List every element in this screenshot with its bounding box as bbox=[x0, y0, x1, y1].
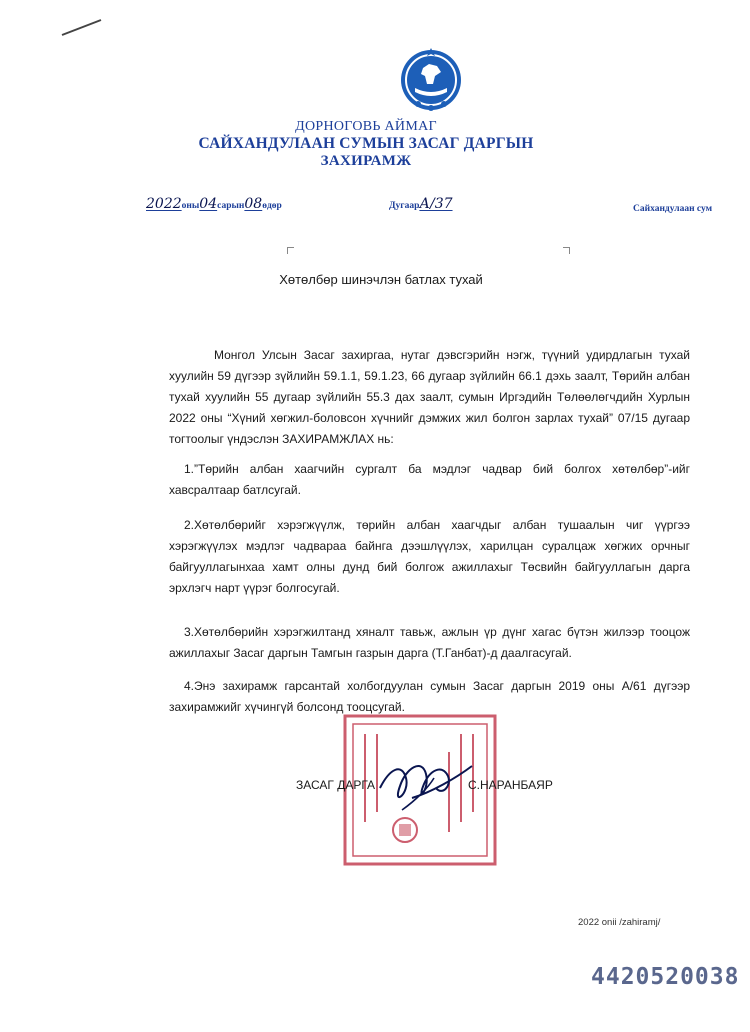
handwritten-signature-icon bbox=[372, 748, 482, 818]
order-item-4: 4.Энэ захирамж гарсантай холбогдуулан сумын Засаг даргын 2019 оны А/61 дүгээр захирамжийг хүчингүй болсонд тооцсугай. bbox=[169, 679, 690, 714]
number-line bbox=[389, 196, 453, 212]
document-subject: Хөтөлбөр шинэчлэн батлах тухай bbox=[279, 272, 483, 287]
order-item-3: 3.Хөтөлбөрийн хэрэгжилтанд хяналт тавьж, ажлын үр дүнг хагас бүтэн жилээр тооцож ажиллахыг Засаг даргын Тамгын газрын дарга (Т.Ганбат)-д даалгасугай. bbox=[169, 625, 690, 660]
address-corner-left bbox=[287, 247, 294, 254]
date-year-label: оны bbox=[181, 201, 200, 211]
date-year: 2022 bbox=[146, 196, 182, 212]
date-day-label: өдөр bbox=[262, 201, 282, 211]
order-item-2: 2.Хөтөлбөрийг хэрэгжүүлж, төрийн албан хаагчдыг албан тушаалын чиг үүргээ хэрэгжүүлэх мэдлэг чадвараа байнга дээшлүүлэх, харилцан суралцаж хөгжих орчныг байгууллагынхаа хамт олны дунд бий болгож ажиллахыг Төсвийн байгууллагын дарга эрхлэгч нарт үүрэг болгосугай. bbox=[169, 518, 690, 595]
footer-note: 2022 onii /zahiramj/ bbox=[578, 917, 661, 928]
registration-number: 4420520038 bbox=[591, 964, 740, 990]
date-month-label: сарын bbox=[217, 201, 245, 211]
signatory-title: ЗАСАГ ДАРГА bbox=[296, 778, 376, 792]
header-office: САЙХАНДУЛААН СУМЫН ЗАСАГ ДАРГЫН bbox=[198, 135, 534, 152]
state-emblem-icon bbox=[395, 42, 467, 114]
date-month: 04 bbox=[199, 196, 218, 212]
document-number: А/37 bbox=[419, 196, 453, 212]
date-day: 08 bbox=[244, 196, 263, 212]
place-label: Сайхандулаан сум bbox=[633, 204, 713, 214]
order-item-1: 1.”Төрийн албан хаагчийн сургалт ба мэдлэг чадвар бий болгох хөтөлбөр”-ийг хавсралтаар батлсугай. bbox=[169, 462, 690, 497]
stray-pen-mark bbox=[60, 18, 104, 38]
address-corner-right bbox=[563, 247, 570, 254]
date-line bbox=[146, 196, 282, 212]
preamble-paragraph: Монгол Улсын Засаг захиргаа, нутаг дэвсгэрийн нэгж, түүний удирдлагын тухай хуулийн 59 дүгээр зүйлийн 59.1.1, 59.1.23, 66 дугаар зүйлийн 66.1 дэхь заалт, Төрийн албан тухай хуулийн 55 дугаар зүйлийн 55.3 дах заалт, сумын Иргэдийн Төлөөлөгчдийн Хурлын 2022 оны “Хүний хөгжил-боловсон хүчнийг дэмжих жил болгон зарлах тухай” 07/15 дугаар тогтоолыг үндэслэн ЗАХИРАМЖЛАХ нь: bbox=[169, 348, 690, 446]
signatory-name: С.НАРАНБАЯР bbox=[468, 778, 553, 792]
number-label: Дугаар bbox=[389, 201, 420, 211]
header-doc-type: ЗАХИРАМЖ bbox=[320, 153, 412, 169]
header-province: ДОРНОГОВЬ АЙМАГ bbox=[295, 119, 437, 134]
